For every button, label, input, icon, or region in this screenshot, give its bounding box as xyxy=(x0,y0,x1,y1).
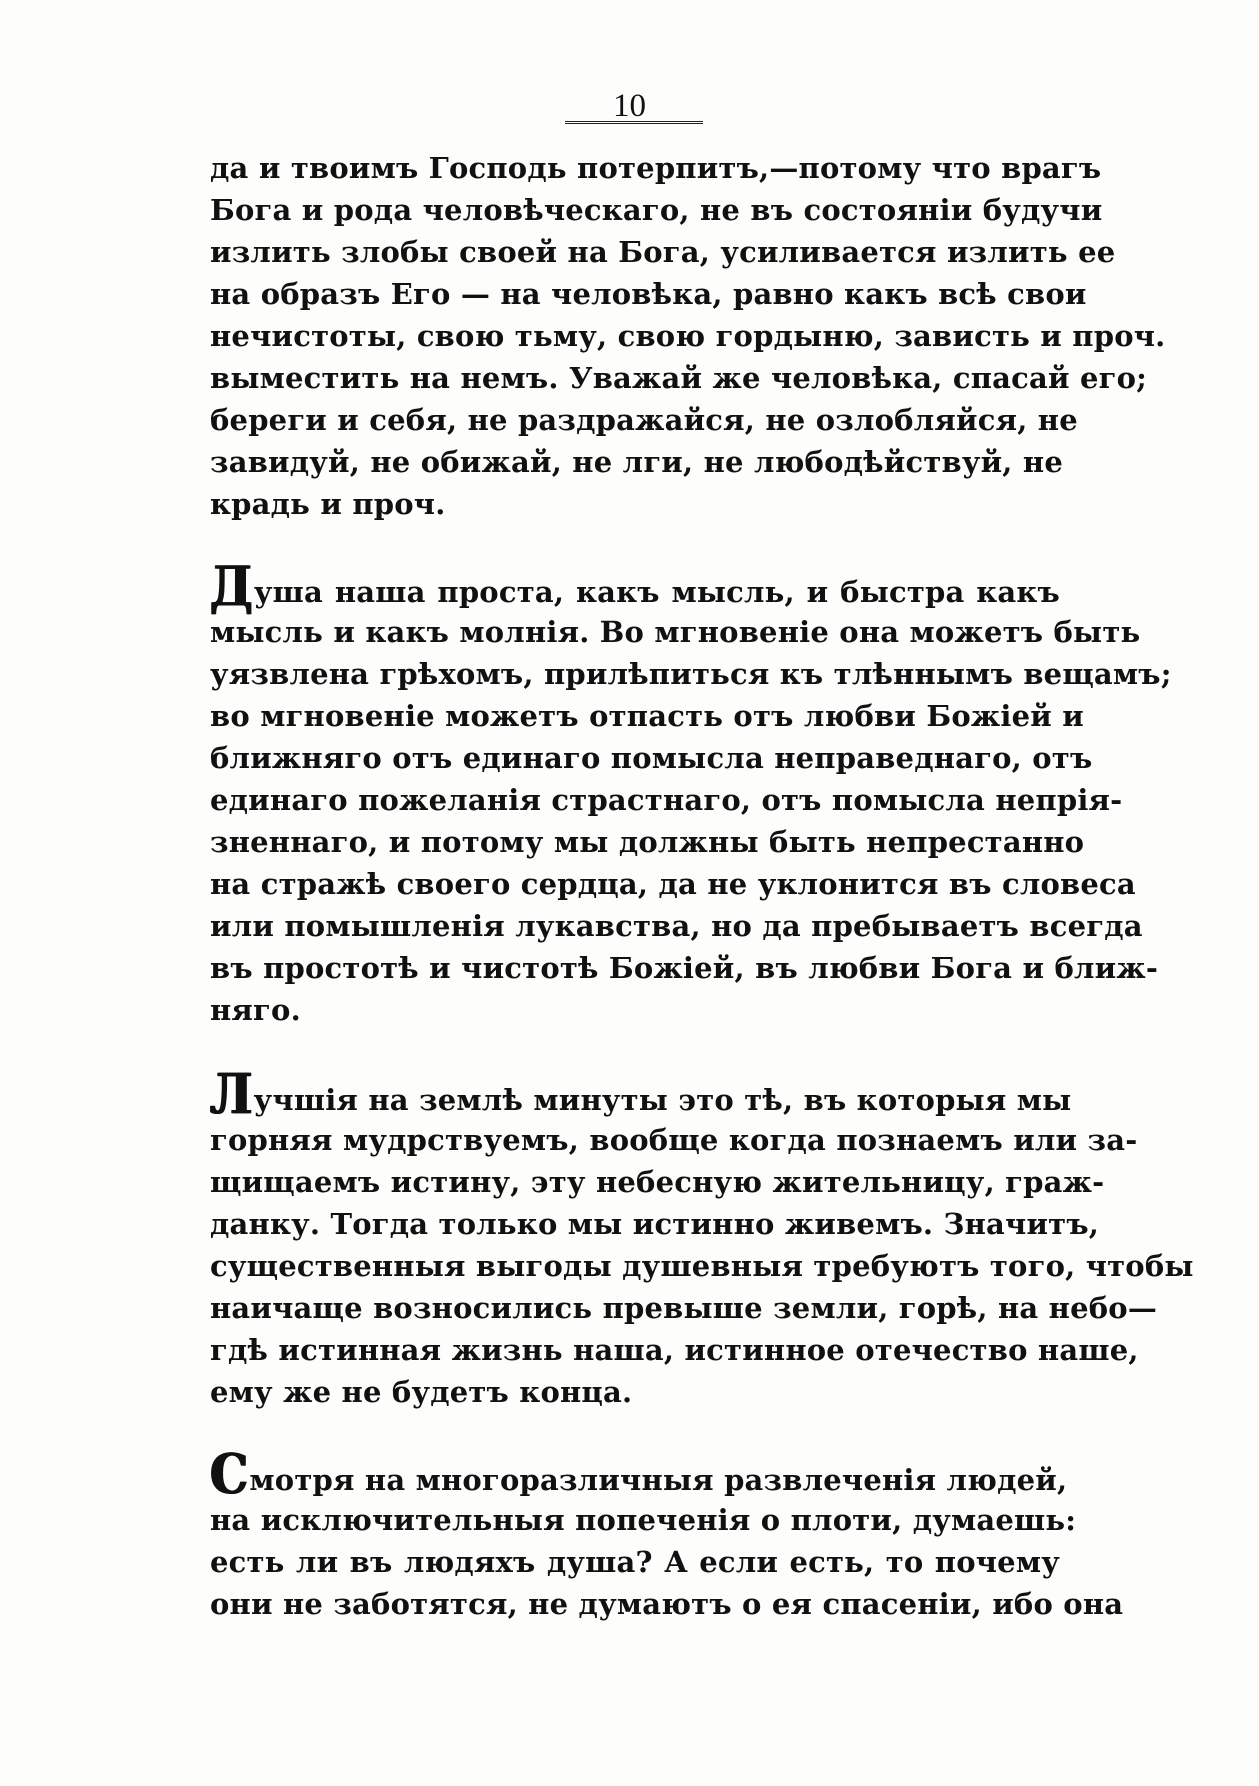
paragraph-4 xyxy=(210,1442,1124,1625)
text-line: щищаемъ истину, эту небесную жительницу, граж- xyxy=(210,1165,1105,1199)
line-text: мотря на многоразличныя развлеченія людей, xyxy=(249,1463,1068,1497)
line-text: учшія на землѣ минуты это тѣ, въ которыя мы xyxy=(253,1083,1072,1117)
text-line xyxy=(210,1442,1068,1508)
text-line: въ простотѣ и чистотѣ Божіей, въ любви Бога и ближ- xyxy=(210,951,1159,985)
text-line: ближняго отъ единаго помысла неправеднаго, отъ xyxy=(210,741,1093,775)
text-line: да и твоимъ Господь потерпитъ,—потому что врагъ xyxy=(210,151,1102,185)
drop-cap: С xyxy=(210,1442,249,1508)
text-line: они не заботятся, не думаютъ о ея спасеніи, ибо она xyxy=(210,1587,1124,1621)
paragraph-1 xyxy=(210,147,1166,525)
text-line: наичаще возносились превыше земли, горѣ, на небо— xyxy=(210,1291,1158,1325)
text-line: на стражѣ своего сердца, да не уклонится въ словеса xyxy=(210,867,1136,901)
text-line: во мгновеніе можетъ отпасть отъ любви Божіей и xyxy=(210,699,1084,733)
page-number: 10 xyxy=(613,88,646,124)
text-line: горняя мудрствуемъ, вообще когда познаемъ или за- xyxy=(210,1123,1138,1157)
text-line: существенныя выгоды душевныя требуютъ того, чтобы xyxy=(210,1249,1194,1283)
text-line: нечистоты, свою тьму, свою гордыню, зависть и проч. xyxy=(210,319,1166,353)
text-line: выместить на немъ. Уважай же человѣка, спасай его; xyxy=(210,361,1148,395)
drop-cap: Д xyxy=(210,554,253,620)
text-line: на образъ Его — на человѣка, равно какъ всѣ свои xyxy=(210,277,1087,311)
text-line: береги и себя, не раздражайся, не озлобляйся, не xyxy=(210,403,1078,437)
text-line: есть ли въ людяхъ душа? А если есть, то почему xyxy=(210,1545,1060,1579)
text-line: гдѣ истинная жизнь наша, истинное отечество наше, xyxy=(210,1333,1139,1367)
text-line: на исключительныя попеченія о плоти, думаешь: xyxy=(210,1503,1077,1537)
text-line: мысль и какъ молнія. Во мгновеніе она можетъ быть xyxy=(210,615,1141,649)
text-line: завидуй, не обижай, не лги, не любодѣйствуй, не xyxy=(210,445,1063,479)
text-line: няго. xyxy=(210,993,301,1027)
text-line: зненнаго, и потому мы должны быть непрестанно xyxy=(210,825,1085,859)
text-line: ему же не будетъ конца. xyxy=(210,1375,633,1409)
text-line: крадь и проч. xyxy=(210,487,446,521)
text-line: данку. Тогда только мы истинно живемъ. Значитъ, xyxy=(210,1207,1100,1241)
text-line: уязвлена грѣхомъ, прилѣпиться къ тлѣннымъ вещамъ; xyxy=(210,657,1172,691)
text-line: излить злобы своей на Бога, усиливается излить ее xyxy=(210,235,1116,269)
text-line: или помышленія лукавства, но да пребываетъ всегда xyxy=(210,909,1143,943)
text-line xyxy=(210,554,1060,620)
text-line: единаго пожеланія страстнаго, отъ помысла непрія- xyxy=(210,783,1123,817)
line-text: уша наша проста, какъ мысль, и быстра какъ xyxy=(253,575,1060,609)
page-number-rule xyxy=(565,121,703,124)
text-line xyxy=(210,1062,1072,1128)
paragraph-3 xyxy=(210,1062,1194,1413)
drop-cap: Л xyxy=(210,1062,253,1128)
paragraph-2 xyxy=(210,554,1172,1031)
text-line: Бога и рода человѣческаго, не въ состояніи будучи xyxy=(210,193,1103,227)
